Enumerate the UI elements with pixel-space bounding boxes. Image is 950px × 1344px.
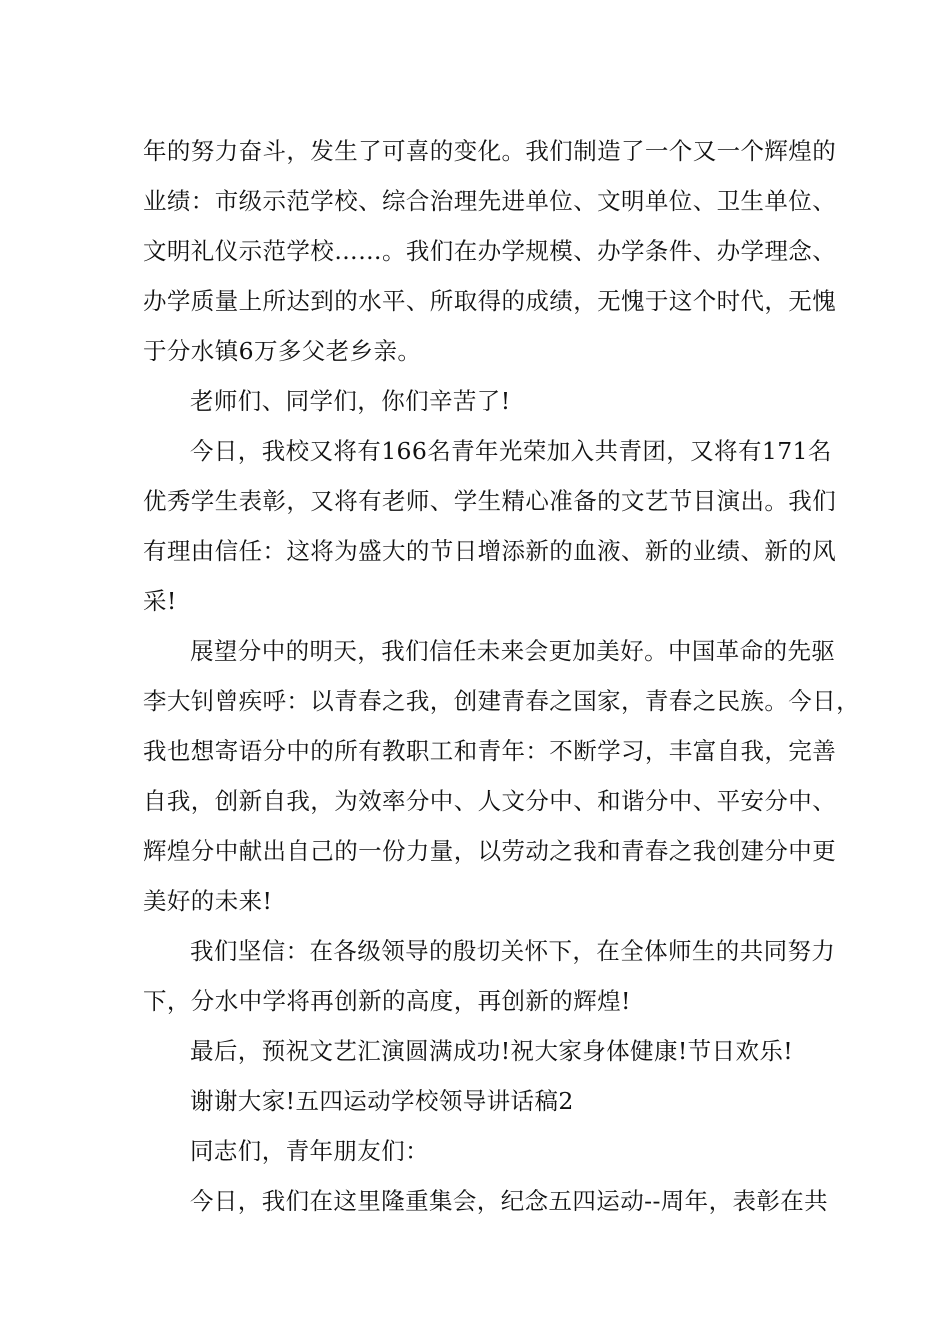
text-line: 展望分中的明天，我们信任未来会更加美好。中国革命的先驱 xyxy=(190,637,836,665)
text-line: 有理由信任：这将为盛大的节日增添新的血液、新的业绩、新的风 xyxy=(143,537,837,565)
text-line: 下，分水中学将再创新的高度，再创新的辉煌! xyxy=(143,987,631,1015)
text-line: 文明礼仪示范学校……。我们在办学规模、办学条件、办学理念、 xyxy=(143,237,837,265)
text-line: 同志们，青年朋友们： xyxy=(190,1137,429,1165)
text-line: 今日，我校又将有166名青年光荣加入共青团，又将有171名 xyxy=(190,437,832,465)
text-line: 自我，创新自我，为效率分中、人文分中、和谐分中、平安分中、 xyxy=(143,787,837,815)
text-line: 业绩：市级示范学校、综合治理先进单位、文明单位、卫生单位、 xyxy=(143,187,837,215)
text-line: 辉煌分中献出自己的一份力量，以劳动之我和青春之我创建分中更 xyxy=(143,837,837,865)
text-line: 最后，预祝文艺汇演圆满成功!祝大家身体健康!节日欢乐! xyxy=(190,1037,794,1065)
text-line: 办学质量上所达到的水平、所取得的成绩，无愧于这个时代，无愧 xyxy=(143,287,837,315)
text-line: 采! xyxy=(143,587,177,615)
text-line: 年的努力奋斗，发生了可喜的变化。我们制造了一个又一个辉煌的 xyxy=(143,137,837,165)
text-line: 优秀学生表彰，又将有老师、学生精心准备的文艺节目演出。我们 xyxy=(143,487,837,515)
text-line: 李大钊曾疾呼：以青春之我，创建青春之国家，青春之民族。今日， xyxy=(143,687,860,715)
text-line: 美好的未来! xyxy=(143,887,273,915)
text-line: 老师们、同学们，你们辛苦了! xyxy=(190,387,511,415)
text-line: 于分水镇6万多父老乡亲。 xyxy=(143,337,422,365)
text-line: 我们坚信：在各级领导的殷切关怀下，在全体师生的共同努力 xyxy=(190,937,836,965)
text-line: 今日，我们在这里隆重集会，纪念五四运动--周年，表彰在共 xyxy=(190,1187,829,1215)
text-line: 我也想寄语分中的所有教职工和青年：不断学习，丰富自我，完善 xyxy=(143,737,837,765)
text-line: 谢谢大家!五四运动学校领导讲话稿2 xyxy=(190,1087,574,1115)
